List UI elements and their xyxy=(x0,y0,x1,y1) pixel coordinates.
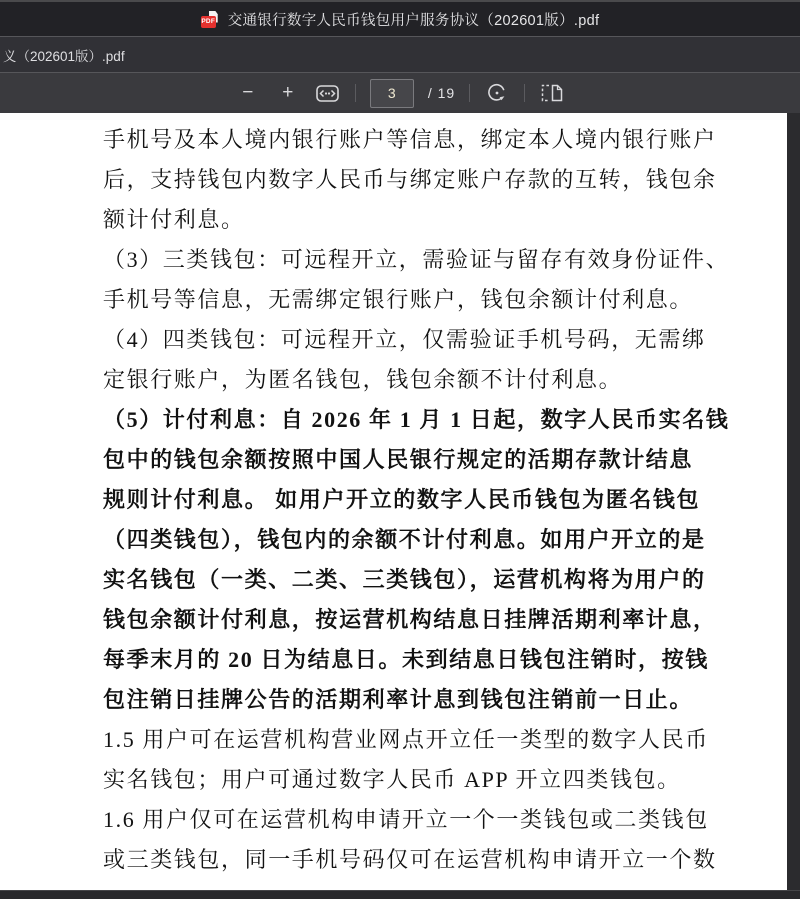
fit-width-icon xyxy=(316,85,339,102)
scrollbar-track[interactable] xyxy=(787,113,800,891)
pdf-toolbar xyxy=(0,73,800,113)
truncated-filename: 义（202601版）.pdf xyxy=(3,48,125,64)
document-line: 实名钱包（一类、二类、三类钱包），运营机构将为用户的 xyxy=(103,567,706,592)
document-line: 后，支持钱包内数字人民币与绑定账户存款的互转，钱包余 xyxy=(103,167,717,192)
document-line: 手机号及本人境内银行账户等信息，绑定本人境内银行账户 xyxy=(103,127,717,152)
document-line: 包中的钱包余额按照中国人民银行规定的活期存款计结息 xyxy=(103,447,694,472)
document-line: 钱包余额计付利息，按运营机构结息日挂牌活期利率计息， xyxy=(103,607,717,632)
document-line: （3）三类钱包：可远程开立，需验证与留存有效身份证件、 xyxy=(103,247,730,272)
zoom-in-button[interactable]: + xyxy=(282,82,294,103)
document-line: 规则计付利息。 如用户开立的数字人民币钱包为匿名钱包 xyxy=(103,487,701,512)
toolbar-separator xyxy=(355,84,356,102)
document-line: （四类钱包），钱包内的余额不计付利息。如用户开立的是 xyxy=(103,527,706,552)
tab-bar xyxy=(0,2,800,36)
pdf-file-icon xyxy=(201,11,219,28)
page-number-input[interactable] xyxy=(370,79,414,108)
document-line: 1.5 用户可在运营机构营业网点开立任一类型的数字人民币 xyxy=(103,727,709,752)
document-line: 定银行账户，为匿名钱包，钱包余额不计付利息。 xyxy=(103,367,623,392)
document-line: 包注销日挂牌公告的活期利率计息到钱包注销前一日止。 xyxy=(103,687,694,712)
zoom-out-button[interactable]: − xyxy=(242,82,254,103)
two-page-view-icon xyxy=(540,84,564,102)
fit-width-button[interactable] xyxy=(315,80,341,106)
document-tab-title[interactable]: 交通银行数字人民币钱包用户服务协议（202601版）.pdf xyxy=(227,12,600,29)
path-bar xyxy=(0,37,800,72)
document-line: 1.6 用户仅可在运营机构申请开立一个一类钱包或二类钱包 xyxy=(103,807,709,832)
pdf-file-icon-label: PDF xyxy=(201,16,216,28)
document-line: 实名钱包；用户可通过数字人民币 APP 开立四类钱包。 xyxy=(103,767,681,792)
document-line: 额计付利息。 xyxy=(103,207,245,232)
document-line: 或三类钱包，同一手机号码仅可在运营机构申请开立一个数 xyxy=(103,847,717,872)
toolbar-separator xyxy=(469,84,470,102)
document-text xyxy=(103,120,730,880)
rotate-icon xyxy=(486,82,508,104)
page-view-button[interactable] xyxy=(539,80,565,106)
document-line: 手机号等信息，无需绑定银行账户，钱包余额计付利息。 xyxy=(103,287,694,312)
bottom-bar xyxy=(0,890,800,899)
page-count-label: / 19 xyxy=(427,85,456,101)
document-line: （4）四类钱包：可远程开立，仅需验证手机号码，无需绑 xyxy=(103,327,706,352)
rotate-button[interactable] xyxy=(484,80,510,106)
toolbar-separator xyxy=(524,84,525,102)
document-line: （5）计付利息：自 2026 年 1 月 1 日起，数字人民币实名钱 xyxy=(103,407,730,432)
pdf-page-area[interactable] xyxy=(0,113,800,891)
document-line: 每季末月的 20 日为结息日。未到结息日钱包注销时，按钱 xyxy=(103,647,709,672)
